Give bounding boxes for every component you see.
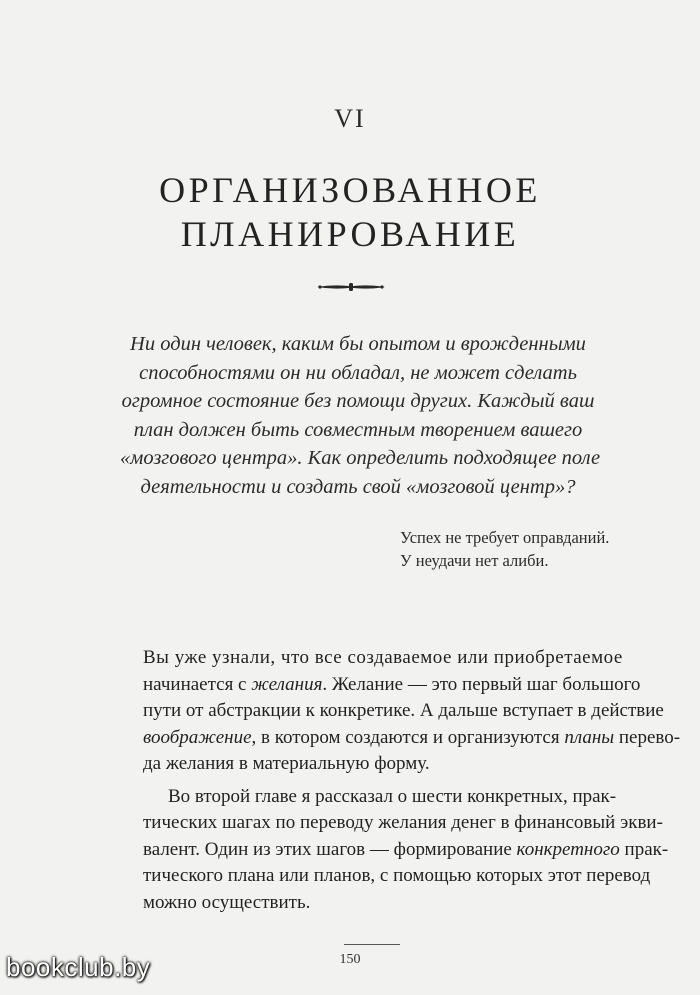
paragraph-1-line-4 — [143, 725, 681, 752]
footer-rule — [344, 944, 400, 945]
paragraph-2-line-2: тических шагах по переводу желания денег в финансовый экви- — [143, 812, 663, 833]
paragraph-1-line-5: да желания в материальную форму. — [143, 753, 430, 774]
ornament-divider-icon — [316, 281, 386, 293]
chapter-title-line-2: ПЛАНИРОВАНИЕ — [180, 214, 520, 254]
paragraph-1-line-3: пути от абстракции к конкретике. А дальше вступает в действие — [143, 700, 664, 721]
paragraph-2-line-4: тического плана или планов, с помощью которых этот перевод — [143, 865, 651, 886]
paragraph-2-line-3 — [143, 837, 669, 864]
motto — [400, 526, 610, 572]
text-run: валент. Один из этих шагов — формирование — [143, 838, 517, 860]
watermark: bookclub.by — [6, 952, 151, 982]
paragraph-2-line-5: можно осуществить. — [143, 891, 311, 913]
paragraph-1-line-2 — [143, 672, 641, 699]
epigraph-line: «мозгового центра». Как определить подходящее поле — [120, 447, 601, 469]
epigraph-line: способностями он ни обладал, не может сделать — [139, 361, 577, 384]
epigraph-line: деятельности и создать свой «мозговой центр»? — [140, 475, 576, 498]
page-number: 150 — [339, 952, 361, 967]
epigraph-line: план должен быть совместным творением вашего — [133, 418, 583, 441]
paragraph-2-line-1: Во второй главе я рассказал о шести конкретных, прак- — [168, 785, 617, 807]
text-run: . Желание — это первый шаг большого — [322, 673, 641, 695]
motto-line: Успех не требует оправданий. — [400, 528, 610, 547]
text-run: прак- — [619, 838, 669, 860]
text-run: перево- — [614, 726, 681, 748]
body-text — [143, 645, 681, 916]
epigraph — [120, 330, 601, 501]
chapter-title-line-1: ОРГАНИЗОВАННОЕ — [159, 170, 541, 210]
epigraph-line: огромное состояние без помощи других. Каждый ваш — [121, 390, 595, 412]
emphasis: планы — [564, 726, 615, 748]
emphasis: желания — [251, 673, 323, 695]
emphasis: воображение — [143, 726, 252, 748]
text-run: , в котором создаются и организуются — [251, 726, 565, 748]
epigraph-line: Ни один человек, каким бы опытом и врожденными — [130, 333, 586, 355]
chapter-number: VI — [334, 104, 366, 133]
emphasis: конкретного — [516, 838, 620, 860]
text-run: начинается с — [143, 673, 252, 695]
paragraph-1-line-1: Вы уже узнали, что все создаваемое или приобретаемое — [143, 647, 623, 668]
chapter-title — [0, 168, 700, 256]
motto-line: У неудачи нет алиби. — [400, 551, 549, 570]
